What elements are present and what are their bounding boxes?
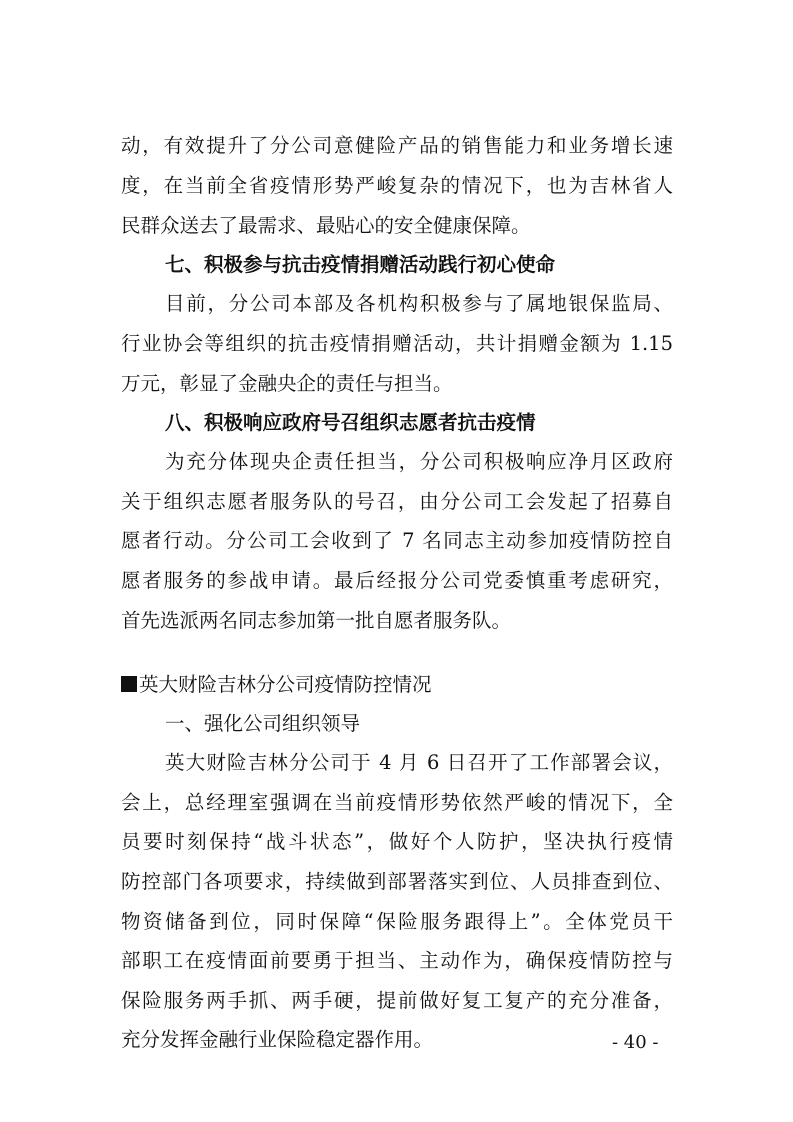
paragraph-line: 民群众送去了最需求、最贴心的安全健康保障。 [121, 214, 531, 237]
paragraph-line: 会上，总经理室强调在当前疫情形势依然严峻的情况下，全 [121, 791, 673, 814]
paragraph-line: 愿者服务的参战申请。最后经报分公司党委慎重考虑研究， [121, 569, 673, 592]
paragraph-line: 员要时刻保持“战斗状态”，做好个人防护，坚决执行疫情 [121, 830, 673, 853]
heading-section-8: 八、积极响应政府号召组织志愿者抗击疫情 [165, 411, 536, 434]
paragraph-line: 为充分体现央企责任担当，分公司积极响应净月区政府 [165, 450, 673, 473]
section-title-text: 英大财险吉林分公司疫情防控情况 [139, 673, 432, 696]
paragraph-line: 万元，彰显了金融央企的责任与担当。 [121, 372, 453, 395]
paragraph-line: 度，在当前全省疫情形势严峻复杂的情况下，也为吉林省人 [121, 174, 673, 197]
paragraph-line: 动，有效提升了分公司意健险产品的销售能力和业务增长速 [121, 134, 673, 157]
paragraph-line: 英大财险吉林分公司于 4 月 6 日召开了工作部署会议， [165, 751, 673, 774]
paragraph-line: 行业协会等组织的抗击疫情捐赠活动，共计捐赠金额为 1.15 [121, 332, 673, 355]
heading-section-1: 一、强化公司组织领导 [165, 712, 361, 735]
section-title [121, 672, 673, 698]
black-square-icon [121, 676, 137, 692]
paragraph-line: 关于组织志愿者服务队的号召，由分公司工会发起了招募自 [121, 490, 673, 513]
paragraph-line: 首先选派两名同志参加第一批自愿者服务队。 [121, 609, 512, 632]
heading-section-7: 七、积极参与抗击疫情捐赠活动践行初心使命 [165, 253, 556, 276]
paragraph-line: 部职工在疫情面前要勇于担当、主动作为，确保疫情防控与 [121, 949, 673, 972]
paragraph-line: 物资储备到位，同时保障“保险服务跟得上”。全体党员干 [121, 910, 673, 933]
paragraph-line: 目前，分公司本部及各机构积极参与了属地银保监局、 [165, 292, 673, 315]
page-number: - 40 - [612, 1032, 659, 1053]
paragraph-line: 愿者行动。分公司工会收到了 7 名同志主动参加疫情防控自 [121, 529, 673, 552]
paragraph-line: 防控部门各项要求，持续做到部署落实到位、人员排查到位、 [121, 870, 673, 893]
paragraph-line: 保险服务两手抓、两手硬，提前做好复工复产的充分准备， [121, 989, 673, 1012]
paragraph-line: 充分发挥金融行业保险稳定器作用。 [121, 1028, 434, 1051]
